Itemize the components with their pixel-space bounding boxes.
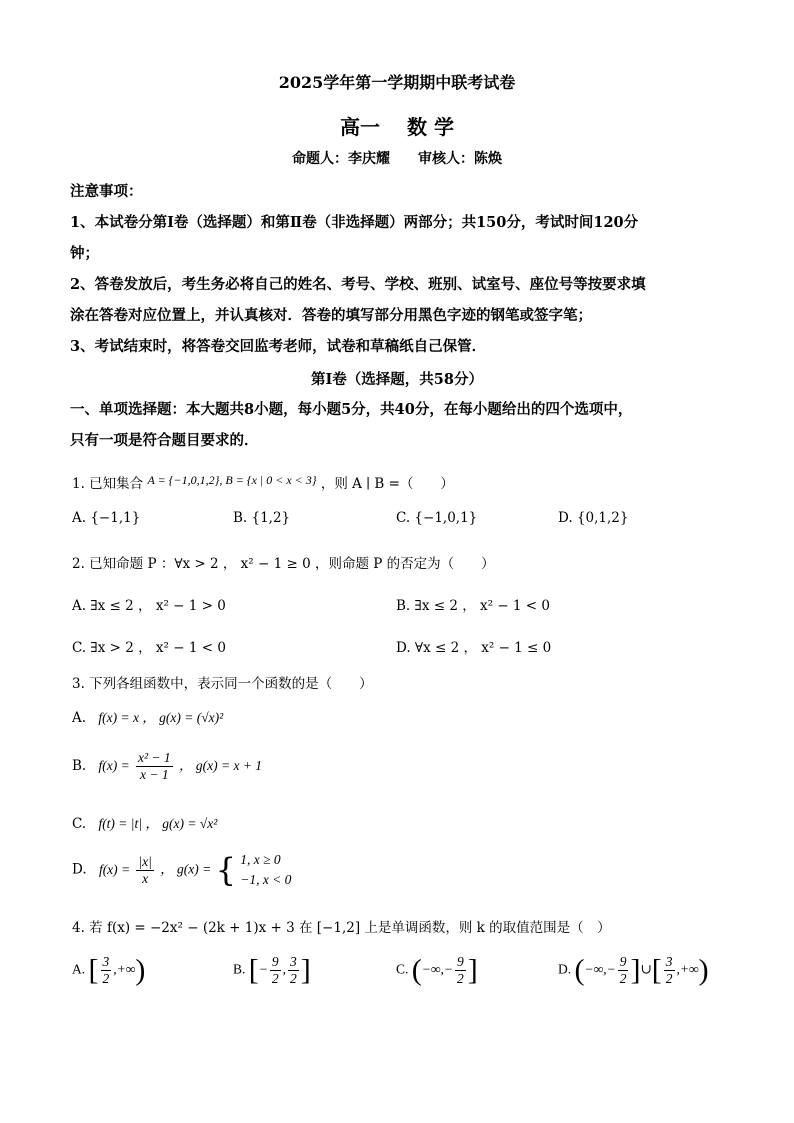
note-3: 3、考试结束时，将答卷交回监考老师，试卷和草稿纸自己保管． <box>70 338 487 355</box>
q1-sets: A = {−1,0,1,2}, B = {x | 0 < x < 3} <box>147 473 317 487</box>
q4-b-num2: 3 <box>290 954 297 969</box>
q4-c-label: C. <box>396 961 409 977</box>
q3-c-label: C. <box>72 816 87 832</box>
q4-a-inf: +∞ <box>116 961 136 977</box>
q3-d-case-1: 1, x ≥ 0 <box>240 852 281 867</box>
q4-a-close: ) <box>135 953 146 987</box>
q4-d-close1: ] <box>630 953 641 987</box>
q4-d-ninf: −∞ <box>584 961 604 977</box>
q4-d-close2: ) <box>698 953 709 987</box>
q4-a-num: 3 <box>102 954 110 969</box>
q3-option-c[interactable] <box>72 812 217 832</box>
q4-b-den2: 2 <box>290 971 297 986</box>
q3-option-d[interactable] <box>72 850 291 890</box>
q4-c-den: 2 <box>457 971 464 986</box>
q4-b-den1: 2 <box>271 971 279 986</box>
q3-b-denominator: x − 1 <box>140 767 169 782</box>
note-1: 1、本试卷分第Ⅰ卷（选择题）和第Ⅱ卷（非选择题）两部分；共150分，考试时间120分 <box>70 214 639 231</box>
q4-b-open: [ <box>248 953 259 987</box>
section-intro-2: 只有一项是符合题目要求的． <box>70 432 259 449</box>
q3-b-fraction <box>136 750 173 783</box>
note-2: 2、答卷发放后，考生务必将自己的姓名、考号、学校、班别、试室号、座位号等按要求填 <box>70 276 646 293</box>
q4-option-a[interactable]: A. [ $\frac{3}{2}$ ,+∞) <box>72 953 146 987</box>
q4-option-d[interactable]: D. (−∞,− $\frac{9}{2}$ ]∪[ $\frac{3}{2}$ ,+∞) <box>558 953 709 987</box>
q4-c-ninf: −∞ <box>421 961 441 977</box>
section-intro-1: 一、单项选择题：本大题共8小题，每小题5分，共40分，在每小题给出的四个选项中， <box>70 401 633 418</box>
q3-option-a[interactable] <box>72 706 223 726</box>
q1-stem-text: 1. 已知集合 <box>72 476 144 492</box>
q4-d-den2: 2 <box>665 971 673 986</box>
q3-d-case-2: −1, x < 0 <box>240 872 292 887</box>
q4-option-b[interactable]: B. [− $\frac{9}{2}$ , $\frac{3}{2}$ ] <box>233 953 311 987</box>
q4-a-open: [ <box>88 953 99 987</box>
q3-b-numerator: x² − 1 <box>138 750 171 765</box>
q4-d-inf: +∞ <box>679 961 699 977</box>
q2-option-a[interactable]: A. ∃x ≤ 2 ， x² − 1 > 0 <box>72 598 226 614</box>
q1-stem <box>72 472 454 492</box>
q4-d-frac1 <box>618 954 629 987</box>
q3-a-label: A. <box>72 710 87 726</box>
q4-c-frac <box>455 954 466 987</box>
q4-d-label: D. <box>558 961 572 977</box>
q4-c-open: ( <box>411 953 422 987</box>
q4-d-num1: 9 <box>619 954 627 969</box>
q1-option-c[interactable]: C. {−1,0,1} <box>396 510 478 526</box>
authors-line: 命题人：李庆耀 审核人：陈焕 <box>292 151 502 167</box>
q4-b-frac1 <box>270 954 281 987</box>
q3-b-tail: ， g(x) = x + 1 <box>178 758 263 773</box>
q3-c-math: f(t) = |t| ， g(x) = √x² <box>98 816 218 831</box>
q4-a-frac <box>101 954 112 987</box>
q4-b-close: ] <box>300 953 311 987</box>
q4-a-den: 2 <box>102 971 110 986</box>
q4-c-num: 9 <box>457 954 464 969</box>
subject-title: 高一 数 学 <box>340 115 454 139</box>
q4-d-num2: 3 <box>665 954 673 969</box>
note-1-cont: 钟； <box>70 245 99 262</box>
note-2-cont: 涂在答卷对应位置上，并认真核对．答卷的填写部分用黑色字迹的钢笔或签字笔； <box>70 307 592 324</box>
q4-stem: 4. 若 f(x) = −2x² − (2k + 1)x + 3 在 [−1,2] 上是单调函数，则 k 的取值范围是（ ） <box>72 920 611 936</box>
q2-option-d[interactable]: D. ∀x ≤ 2 ， x² − 1 ≤ 0 <box>396 640 552 656</box>
q4-b-num1: 9 <box>271 954 279 969</box>
q2-option-b[interactable]: B. ∃x ≤ 2 ， x² − 1 < 0 <box>396 598 550 614</box>
q1-option-a[interactable]: A. {−1,1} <box>72 510 141 526</box>
q4-b-label: B. <box>233 961 246 977</box>
q3-b-lhs: f(x) = <box>98 758 130 773</box>
q4-d-union: ∪ <box>640 961 652 977</box>
q1-option-b[interactable]: B. {1,2} <box>233 510 291 526</box>
exam-title: 2025学年第一学期期中联考试卷 <box>278 73 516 92</box>
q4-a-label: A. <box>72 961 86 977</box>
q3-d-denominator: x <box>142 870 149 886</box>
q3-option-b[interactable] <box>72 750 262 783</box>
q4-d-frac2 <box>664 954 675 987</box>
q1-tail: ，则 A ∣ B =（ ） <box>320 476 454 492</box>
q2-stem: 2. 已知命题 P ：∀x > 2 ， x² − 1 ≥ 0 ，则命题 P 的否定为（ ） <box>72 556 495 572</box>
q4-c-close: ] <box>467 953 478 987</box>
q3-d-numerator: |x| <box>138 853 152 869</box>
q2-option-c[interactable]: C. ∃x > 2 ， x² − 1 < 0 <box>72 640 226 656</box>
q3-stem: 3. 下列各组函数中，表示同一个函数的是（ ） <box>72 676 373 692</box>
q3-b-label: B. <box>72 758 87 774</box>
q1-option-d[interactable]: D. {0,1,2} <box>558 510 629 526</box>
q4-b-frac2 <box>288 954 299 987</box>
q4-d-den1: 2 <box>619 971 627 986</box>
q3-d-fraction <box>136 854 153 887</box>
q3-a-math: f(x) = x ， g(x) = (√x)² <box>98 710 224 725</box>
section-title: 第Ⅰ卷（选择题，共58分） <box>311 371 483 388</box>
q4-option-c[interactable]: C. (−∞,− $\frac{9}{2}$ ] <box>396 953 478 987</box>
q4-d-open1: ( <box>574 953 585 987</box>
q3-d-g: ， g(x) = <box>160 861 212 877</box>
q3-d-lhs: f(x) = <box>98 861 131 877</box>
q3-d-cases <box>240 850 291 890</box>
notes-heading: 注意事项： <box>70 183 143 200</box>
q3-d-label: D. <box>72 861 87 878</box>
q3-d-brace: { <box>215 851 236 889</box>
q4-d-open2: [ <box>651 953 662 987</box>
